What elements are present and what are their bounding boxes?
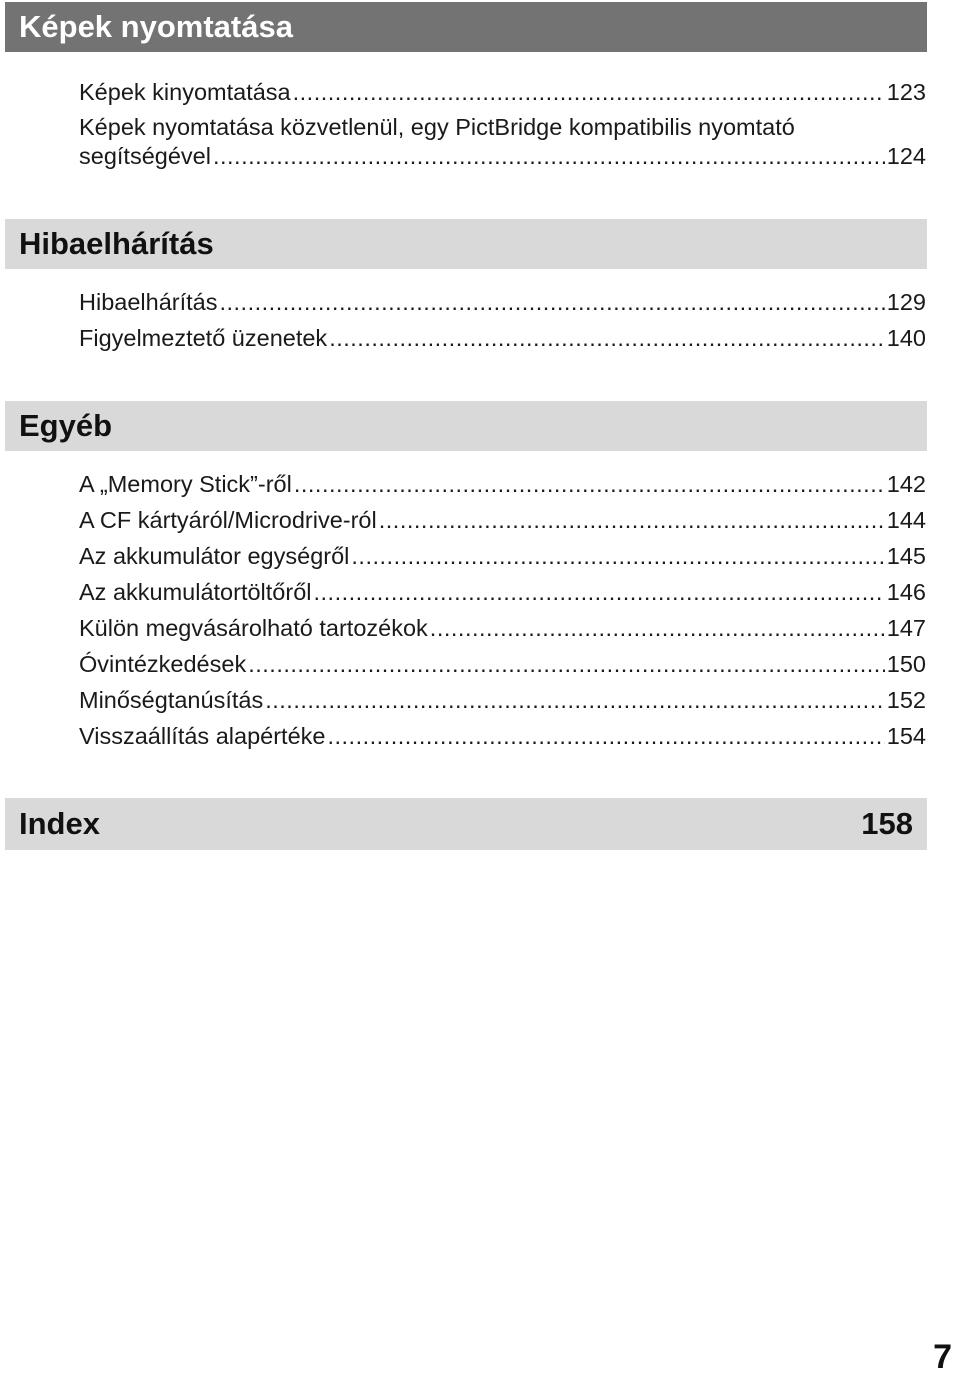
section-title: Egyéb [19,408,113,443]
toc-entry[interactable] [79,320,926,356]
toc-entry-label: Visszaállítás alapértéke [79,723,326,749]
toc-entry[interactable] [79,610,926,646]
leader-dots [327,718,884,754]
toc-entry-label-line2: segítségével [79,143,211,169]
section-header-hibaelharitas [5,219,927,269]
leader-dots [379,502,885,538]
section-header-egyeb [5,401,927,451]
toc-entry-page: 145 [886,543,926,569]
toc-entry-label: Hibaelhárítás [79,289,218,315]
toc-entry[interactable] [79,538,926,574]
section-title: Index [19,806,100,841]
leader-dots [351,538,884,574]
toc-entry-label: Az akkumulátortöltőről [79,579,312,605]
toc-entry[interactable] [79,646,926,682]
toc-entry[interactable] [79,682,926,718]
toc-entry-page: 129 [886,289,926,315]
toc-entry-page: 146 [886,579,926,605]
toc-entry-page: 147 [886,615,926,641]
toc-entry[interactable] [79,718,926,754]
section-header-index[interactable] [5,798,927,850]
toc-entry[interactable] [79,574,926,610]
leader-dots [430,610,885,646]
leader-dots [314,574,885,610]
leader-dots [213,142,885,171]
toc-list-egyeb [79,466,926,754]
toc-entry-page: 152 [886,687,926,713]
toc-entry[interactable] [79,284,926,320]
toc-entry-page: 123 [886,79,926,105]
toc-entry-label: A CF kártyáról/Microdrive-ról [79,507,377,533]
leader-dots [265,682,885,718]
leader-dots [219,284,884,320]
toc-entry-page: 124 [886,143,926,169]
toc-entry[interactable] [79,113,926,171]
toc-entry-page: 144 [886,507,926,533]
toc-entry-label-line1: Képek nyomtatása közvetlenül, egy PictBridge kompatibilis nyomtató [79,114,795,140]
toc-entry-label: Képek kinyomtatása [79,79,291,105]
toc-entry-label: Minőségtanúsítás [79,687,264,713]
leader-dots [329,320,885,356]
leader-dots [293,74,885,110]
section-header-kepek-nyomtatasa [5,2,927,52]
toc-entry-page: 142 [886,471,926,497]
toc-entry-page: 150 [886,651,926,677]
toc-entry-page: 154 [886,723,926,749]
toc-entry-label: Óvintézkedések [79,651,247,677]
toc-entry-page: 140 [886,325,926,351]
page-number: 7 [933,1338,952,1376]
toc-entry-label: Figyelmeztető üzenetek [79,325,328,351]
toc-entry-label: A „Memory Stick”-ről [79,471,292,497]
section-page: 158 [861,806,913,841]
toc-entry[interactable] [79,74,926,110]
section-title: Hibaelhárítás [19,226,214,261]
toc-list-hibaelharitas [79,284,926,356]
leader-dots [294,466,885,502]
toc-list-kepek-nyomtatasa [79,74,926,171]
toc-entry-label: Külön megvásárolható tartozékok [79,615,428,641]
toc-entry[interactable] [79,502,926,538]
section-title: Képek nyomtatása [19,9,293,44]
leader-dots [248,646,885,682]
toc-entry-label: Az akkumulátor egységről [79,543,350,569]
toc-entry[interactable] [79,466,926,502]
